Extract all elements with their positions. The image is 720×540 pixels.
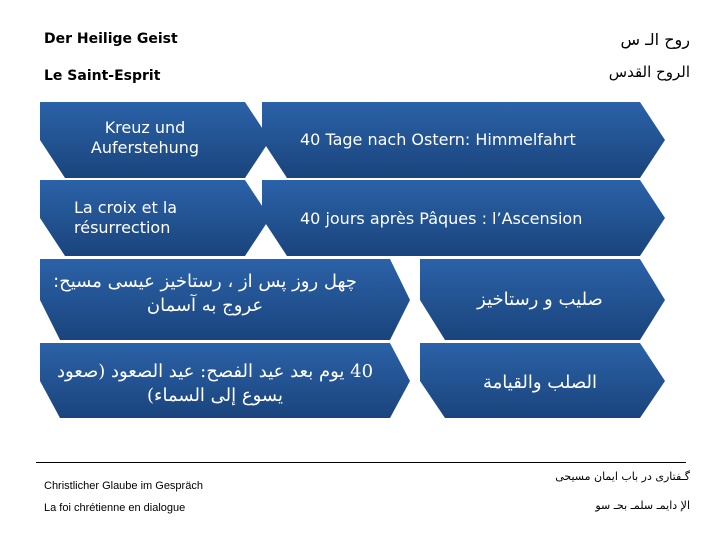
footer-text-ar-top: گـفتاری در باب ایمان مسیحی: [555, 470, 690, 483]
header-title-ar: الروح القدس: [608, 63, 690, 81]
footer-text-de: Christlicher Glaube im Gespräch: [44, 480, 203, 492]
row3-left-label: چهل روز پس از ، رستاخیز عیسی مسیح: عروج به آسمان: [53, 271, 357, 316]
footer-text-ar-bottom: الإ دایمـ سلمـ بحـ سو: [595, 499, 690, 512]
footer-divider: [36, 462, 686, 463]
row1-left-label: Kreuz und Auferstehung: [90, 118, 200, 157]
row2-left-label: La croix et la résurrection: [74, 198, 178, 237]
row4-left-label: 40 یوم بعد عید الفصح: عید الصعود (صعود یسوع إلی السماء): [56, 361, 374, 406]
header-title-ar-top: روح الـ س: [620, 30, 690, 49]
row2-right-label: 40 jours après Pâques : l’Ascension: [300, 209, 583, 228]
row4-right-label: الصلب والقيامة: [483, 372, 597, 393]
row3-right-label: صلیب و رستاخیز: [477, 289, 603, 310]
row1-right-label: 40 Tage nach Ostern: Himmelfahrt: [300, 130, 576, 149]
header-title-de: Der Heilige Geist: [44, 31, 178, 47]
footer-text-fr: La foi chrétienne en dialogue: [44, 502, 186, 514]
header-title-fr: Le Saint-Esprit: [44, 68, 161, 84]
